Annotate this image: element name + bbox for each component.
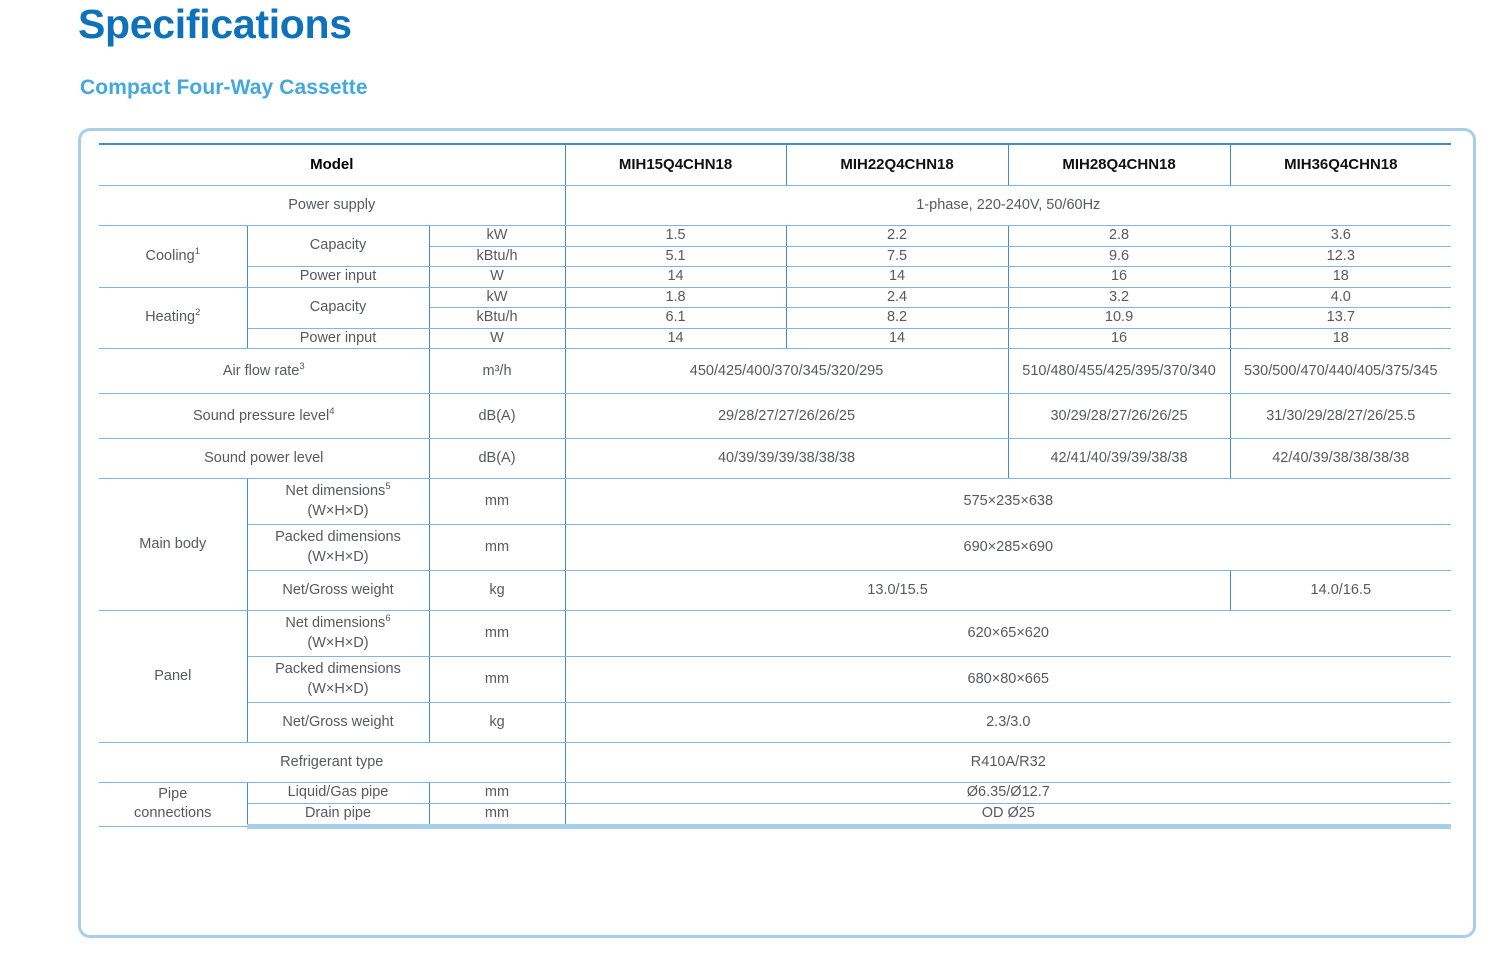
main-body-packed-axes: (W×H×D) xyxy=(307,548,369,565)
unit-sound-pressure-level: dB(A) xyxy=(429,394,565,439)
panel-net-axes: (W×H×D) xyxy=(307,634,369,651)
row-label-main-body-weight: Net/Gross weight xyxy=(247,571,429,611)
value-swl-3: 42/41/40/39/39/38/38 xyxy=(1008,439,1230,479)
value-heating-pi-4: 18 xyxy=(1230,328,1451,349)
row-label-cooling-capacity: Capacity xyxy=(247,226,429,267)
table-row-sound-pressure-level xyxy=(99,394,1451,439)
unit-drain-pipe: mm xyxy=(429,803,565,826)
value-main-body-weight-4: 14.0/16.5 xyxy=(1230,571,1451,611)
table-row-heating-capacity-kw xyxy=(99,287,1451,308)
main-body-net-axes: (W×H×D) xyxy=(307,502,369,519)
value-main-body-packed-dimensions: 690×285×690 xyxy=(565,525,1451,571)
row-label-refrigerant-type: Refrigerant type xyxy=(99,743,565,783)
unit-heating-power-input: W xyxy=(429,328,565,349)
value-air-flow-rate-span-1-2: 450/425/400/370/345/320/295 xyxy=(565,349,1008,394)
value-power-supply: 1-phase, 220-240V, 50/60Hz xyxy=(565,186,1451,226)
value-cooling-kw-2: 2.2 xyxy=(786,226,1008,247)
row-label-panel-packed-dimensions: Packed dimensions (W×H×D) xyxy=(247,657,429,703)
value-cooling-kbtu-4: 12.3 xyxy=(1230,246,1451,267)
unit-heating-capacity-kw: kW xyxy=(429,287,565,308)
unit-cooling-capacity-kw: kW xyxy=(429,226,565,247)
row-label-panel-net-dimensions: Net dimensions$^6$ (W×H×D) xyxy=(247,611,429,657)
value-heating-kbtu-4: 13.7 xyxy=(1230,308,1451,329)
header-model-3: MIH28Q4CHN18 xyxy=(1008,144,1230,186)
row-label-sound-power-level: Sound power level xyxy=(99,439,429,479)
row-label-cooling: Cooling$^1$ xyxy=(99,226,247,288)
header-model-label: Model xyxy=(99,144,565,186)
value-cooling-pi-3: 16 xyxy=(1008,267,1230,288)
value-heating-kw-2: 2.4 xyxy=(786,287,1008,308)
value-cooling-kw-1: 1.5 xyxy=(565,226,786,247)
table-row-main-body-net-dimensions xyxy=(99,479,1451,525)
unit-panel-net-dimensions: mm xyxy=(429,611,565,657)
table-row-air-flow-rate xyxy=(99,349,1451,394)
value-air-flow-rate-3: 510/480/455/425/395/370/340 xyxy=(1008,349,1230,394)
value-heating-kbtu-2: 8.2 xyxy=(786,308,1008,329)
unit-panel-weight: kg xyxy=(429,703,565,743)
table-row-panel-net-dimensions xyxy=(99,611,1451,657)
unit-cooling-capacity-kbtu: kBtu/h xyxy=(429,246,565,267)
header-model-4: MIH36Q4CHN18 xyxy=(1230,144,1451,186)
spec-table-frame xyxy=(78,128,1476,938)
table-row-heating-power-input xyxy=(99,328,1451,349)
pipe-connections-label-line2: connections xyxy=(134,805,212,822)
unit-cooling-power-input: W xyxy=(429,267,565,288)
table-row-main-body-weight xyxy=(99,571,1451,611)
value-heating-kbtu-3: 10.9 xyxy=(1008,308,1230,329)
row-label-panel-weight: Net/Gross weight xyxy=(247,703,429,743)
table-row-cooling-power-input xyxy=(99,267,1451,288)
row-label-cooling-power-input: Power input xyxy=(247,267,429,288)
value-heating-pi-1: 14 xyxy=(565,328,786,349)
value-panel-packed-dimensions: 680×80×665 xyxy=(565,657,1451,703)
header-model-1: MIH15Q4CHN18 xyxy=(565,144,786,186)
table-row-panel-packed-dimensions xyxy=(99,657,1451,703)
value-drain-pipe: OD Ø25 xyxy=(565,803,1451,826)
unit-liquid-gas-pipe: mm xyxy=(429,783,565,804)
value-heating-kw-1: 1.8 xyxy=(565,287,786,308)
value-cooling-pi-2: 14 xyxy=(786,267,1008,288)
panel-packed-axes: (W×H×D) xyxy=(307,680,369,697)
unit-sound-power-level: dB(A) xyxy=(429,439,565,479)
value-refrigerant-type: R410A/R32 xyxy=(565,743,1451,783)
value-air-flow-rate-4: 530/500/470/440/405/375/345 xyxy=(1230,349,1451,394)
value-heating-pi-2: 14 xyxy=(786,328,1008,349)
row-label-main-body: Main body xyxy=(99,479,247,611)
value-panel-weight: 2.3/3.0 xyxy=(565,703,1451,743)
value-heating-kbtu-1: 6.1 xyxy=(565,308,786,329)
row-label-heating-capacity: Capacity xyxy=(247,287,429,328)
value-spl-3: 30/29/28/27/26/26/25 xyxy=(1008,394,1230,439)
footnote-marker-main-body-net: 5 xyxy=(385,481,391,493)
unit-panel-packed-dimensions: mm xyxy=(429,657,565,703)
table-row-power-supply xyxy=(99,186,1451,226)
table-row-panel-weight xyxy=(99,703,1451,743)
value-spl-4: 31/30/29/28/27/26/25.5 xyxy=(1230,394,1451,439)
row-label-sound-pressure-level: Sound pressure level$^4$ xyxy=(99,394,429,439)
spec-table-wrapper xyxy=(99,143,1451,829)
value-main-body-net-dimensions: 575×235×638 xyxy=(565,479,1451,525)
value-swl-4: 42/40/39/38/38/38/38 xyxy=(1230,439,1451,479)
footnote-marker-cooling: 1 xyxy=(194,245,200,257)
table-row-sound-power-level xyxy=(99,439,1451,479)
unit-main-body-net-dimensions: mm xyxy=(429,479,565,525)
unit-main-body-weight: kg xyxy=(429,571,565,611)
row-label-power-supply: Power supply xyxy=(99,186,565,226)
footnote-marker-sound-pressure-level: 4 xyxy=(329,405,335,417)
table-row-drain-pipe xyxy=(99,803,1451,826)
row-label-drain-pipe: Drain pipe xyxy=(247,803,429,826)
table-header-row xyxy=(99,144,1451,186)
value-spl-span-1-2: 29/28/27/27/26/26/25 xyxy=(565,394,1008,439)
value-panel-net-dimensions: 620×65×620 xyxy=(565,611,1451,657)
header-model-2: MIH22Q4CHN18 xyxy=(786,144,1008,186)
footnote-marker-heating: 2 xyxy=(195,307,201,319)
value-cooling-kw-3: 2.8 xyxy=(1008,226,1230,247)
table-row-main-body-packed-dimensions xyxy=(99,525,1451,571)
footnote-marker-panel-net: 6 xyxy=(385,613,391,625)
unit-air-flow-rate: m³/h xyxy=(429,349,565,394)
row-label-air-flow-rate: Air flow rate$^3$ xyxy=(99,349,429,394)
row-label-heating-power-input: Power input xyxy=(247,328,429,349)
footnote-marker-air-flow-rate: 3 xyxy=(299,360,305,372)
row-label-heating: Heating$^2$ xyxy=(99,287,247,349)
row-label-panel: Panel xyxy=(99,611,247,743)
table-row-liquid-gas-pipe xyxy=(99,783,1451,804)
page-title: Specifications xyxy=(78,1,352,47)
row-label-liquid-gas-pipe: Liquid/Gas pipe xyxy=(247,783,429,804)
row-label-main-body-packed-dimensions: Packed dimensions (W×H×D) xyxy=(247,525,429,571)
value-cooling-kbtu-1: 5.1 xyxy=(565,246,786,267)
table-row-cooling-capacity-kw xyxy=(99,226,1451,247)
value-cooling-pi-4: 18 xyxy=(1230,267,1451,288)
value-cooling-pi-1: 14 xyxy=(565,267,786,288)
row-label-pipe-connections: Pipe connections xyxy=(99,783,247,826)
unit-heating-capacity-kbtu: kBtu/h xyxy=(429,308,565,329)
value-liquid-gas-pipe: Ø6.35/Ø12.7 xyxy=(565,783,1451,804)
value-heating-kw-4: 4.0 xyxy=(1230,287,1451,308)
page-subtitle: Compact Four-Way Cassette xyxy=(80,76,368,99)
value-cooling-kbtu-3: 9.6 xyxy=(1008,246,1230,267)
specifications-table xyxy=(99,143,1451,829)
value-heating-pi-3: 16 xyxy=(1008,328,1230,349)
value-heating-kw-3: 3.2 xyxy=(1008,287,1230,308)
value-swl-span-1-2: 40/39/39/39/38/38/38 xyxy=(565,439,1008,479)
unit-main-body-packed-dimensions: mm xyxy=(429,525,565,571)
row-label-main-body-net-dimensions: Net dimensions$^5$ (W×H×D) xyxy=(247,479,429,525)
table-row-refrigerant-type xyxy=(99,743,1451,783)
value-main-body-weight-span-1-3: 13.0/15.5 xyxy=(565,571,1230,611)
value-cooling-kw-4: 3.6 xyxy=(1230,226,1451,247)
value-cooling-kbtu-2: 7.5 xyxy=(786,246,1008,267)
